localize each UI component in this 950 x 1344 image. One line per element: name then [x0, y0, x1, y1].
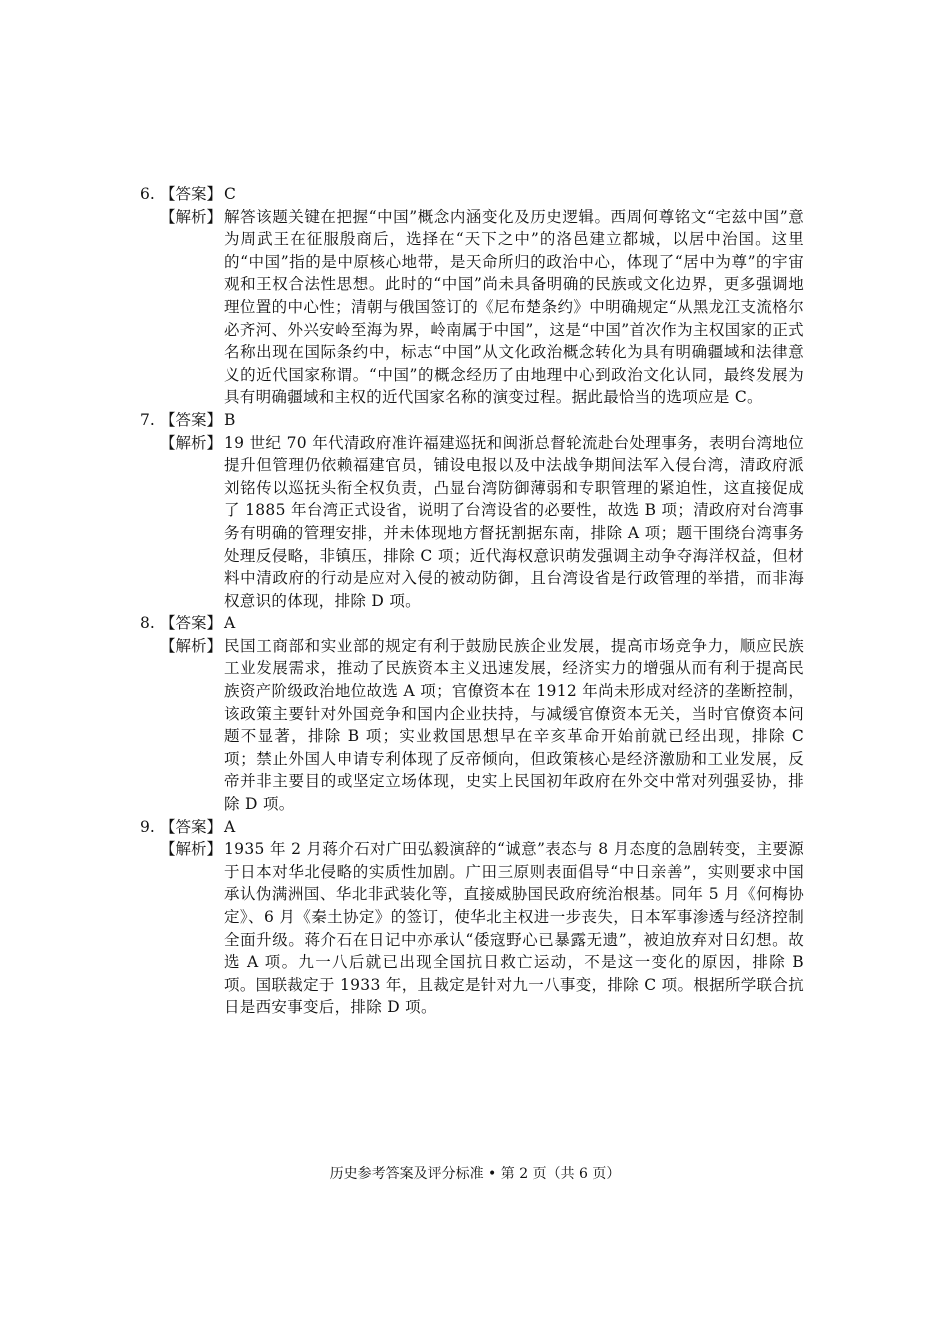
answer-line: [140, 183, 810, 206]
answer-line: [140, 612, 810, 635]
explanation-tag: 【解析】: [160, 433, 223, 452]
explanation-text: 1935 年 2 月蒋介石对广田弘毅演辞的“诚意”表态与 8 月态度的急剧转变，主要源于日本对华北侵略的实质性加剧。广田三原则表面倡导“中日亲善”，实则要求中国承认伪满洲国、华北非武装化等，直接威胁国民政府统治根基。同年 5 月《何梅协定》、6 月《秦土协定》的签订，使华北主权进一步丧失，日本军事渗透与经济控制全面升级。蒋介石在日记中亦承认“倭寇野心已暴露无遗”，被迫放弃对日幻想。故选 A 项。九一八后就已出现全国抗日救亡运动，不是这一变化的原因，排除 B 项。国联裁定于 1933 年，且裁定是针对九一八事变，排除 C 项。根据所学联合抗日是西安事变后，排除 D 项。: [224, 840, 804, 1017]
answer-value: A: [224, 817, 236, 836]
explanation-tag: 【解析】: [160, 636, 223, 655]
explanation-text: 民国工商部和实业部的规定有利于鼓励民族企业发展，提高市场竞争力，顺应民族工业发展需求，推动了民族资本主义迅速发展，经济实力的增强从而有利于提高民族资产阶级政治地位故选 A 项；官僚资本在 1912 年尚未形成对经济的垄断控制，该政策主要针对外国竞争和国内企业扶持，与减缓官僚资本无关，当时官僚资本问题不显著，排除 B 项；实业救国思想早在辛亥革命开始前就已经出现，排除 C 项；禁止外国人申请专利体现了反帝倾向，但政策核心是经济激励和工业发展，反帝并非主要目的或坚定立场体现，史实上民国初年政府在外交中常对列强妥协，排除 D 项。: [224, 636, 804, 814]
question-number: 9.: [140, 817, 155, 836]
explanation-block: [140, 432, 810, 613]
answer-value: C: [224, 185, 236, 203]
answer-tag: 【答案】: [160, 185, 223, 203]
question-number: 6.: [140, 185, 155, 203]
explanation-block: [140, 838, 810, 1019]
question-7: [140, 409, 810, 612]
question-8: [140, 612, 810, 815]
question-number: 7.: [140, 410, 155, 429]
answer-tag: 【答案】: [160, 614, 223, 633]
explanation-text: 解答该题关键在把握“中国”概念内涵变化及历史逻辑。西周何尊铭文“宅兹中国”意为周武王在征服殷商后，选择在“天下之中”的洛邑建立都城，以居中治国。这里的“中国”指的是中原核心地带，是天命所归的政治中心，体现了“居中为尊”的宇宙观和王权合法性思想。此时的“中国”尚未具备明确的民族或文化边界，更多强调地理位置的中心性；清朝与俄国签订的《尼布楚条约》中明确规定“从黑龙江支流格尔必齐河、外兴安岭至海为界，岭南属于中国”，这是“中国”首次作为主权国家的正式名称出现在国际条约中，标志“中国”从文化政治概念转化为具有明确疆域和法律意义的近代国家称谓。“中国”的概念经历了由地理中心到政治文化认同，最终发展为具有明确疆域和主权的近代国家名称的演变过程。据此最恰当的选项应是 C。: [224, 207, 804, 407]
answer-line: [140, 816, 810, 839]
question-9: [140, 816, 810, 1019]
explanation-tag: 【解析】: [160, 207, 223, 226]
question-6: [140, 183, 810, 409]
answer-line: [140, 409, 810, 432]
answer-tag: 【答案】: [160, 410, 223, 429]
answer-value: B: [224, 410, 236, 429]
explanation-block: [140, 635, 810, 816]
explanation-tag: 【解析】: [160, 840, 223, 859]
page-footer: 历史参考答案及评分标准 • 第 2 页（共 6 页）: [329, 1166, 621, 1182]
explanation-text: 19 世纪 70 年代清政府准许福建巡抚和闽浙总督轮流赴台处理事务，表明台湾地位提升但管理仍依赖福建官员，铺设电报以及中法战争期间法军入侵台湾，清政府派刘铭传以巡抚头衔全权负责，凸显台湾防御薄弱和专职管理的紧迫性，这直接促成了 1885 年台湾正式设省，说明了台湾设省的必要性，故选 B 项；清政府对台湾事务有明确的管理安排，并未体现地方督抚割据东南，排除 A 项；题干围绕台湾事务处理反侵略，非镇压，排除 C 项；近代海权意识萌发强调主动争夺海洋权益，但材料中清政府的行动是应对入侵的被动防御，且台湾设省是行政管理的举措，而非海权意识的体现，排除 D 项。: [224, 433, 804, 610]
answer-tag: 【答案】: [160, 817, 223, 836]
question-number: 8.: [140, 614, 155, 633]
explanation-block: [140, 206, 810, 409]
answer-list: [140, 183, 810, 1019]
answer-value: A: [224, 614, 236, 633]
